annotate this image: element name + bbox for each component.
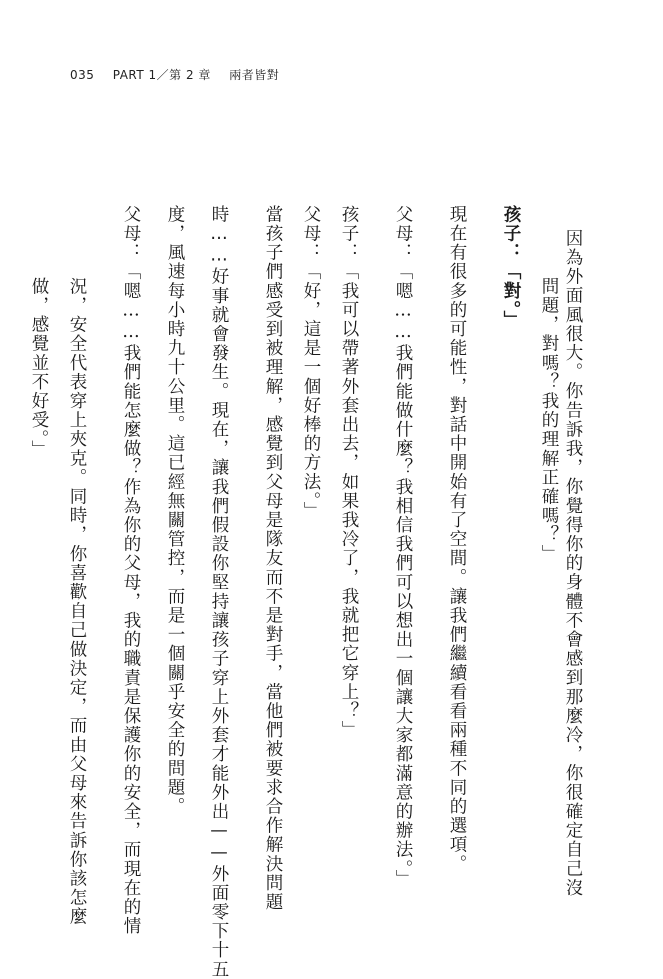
- text-column-2: 問題，對嗎？我的理解正確嗎？」: [539, 277, 559, 564]
- page-number: 035: [70, 68, 95, 82]
- dialogue-parent-3-line-1: 父母：「嗯……我們能怎麼做？作為你的父母，我的職責是保護你的安全，而現在的情: [121, 205, 141, 936]
- dialogue-child-2: 孩子：「我可以帶著外套出去，如果我冷了，我就把它穿上？」: [339, 205, 359, 740]
- dialogue-parent-2: 父母：「好，這是一個好棒的方法。」: [301, 205, 321, 521]
- text-column-1: 因為外面風很大。你告訴我，你覺得你的身體不會感到那麼冷，你很確定自己沒: [563, 229, 583, 898]
- vertical-text-body: [13, 205, 585, 979]
- narrative-paragraph-2-line-2: 時……好事就會發生。現在，讓我們假設你堅持讓孩子穿上外套才能外出——外面零下十五: [209, 205, 229, 979]
- dialogue-parent-3-line-3: 做，感覺並不好受。」: [29, 277, 49, 460]
- chapter-title: 兩者皆對: [229, 68, 280, 82]
- part-chapter-label: PART 1／第 2 章: [112, 68, 211, 82]
- dialogue-parent-1: 父母：「嗯……我們能做什麼？我相信我們可以想出一個讓大家都滿意的辦法。」: [393, 205, 413, 889]
- running-header: [70, 66, 293, 83]
- narrative-paragraph-2-line-1: 當孩子們感受到被理解，感覺到父母是隊友而不是對手，當他們被要求合作解決問題: [263, 205, 283, 912]
- dialogue-parent-3-line-2: 況，安全代表穿上夾克。同時，你喜歡自己做決定，而由父母來告訴你該怎麼: [67, 277, 87, 927]
- dialogue-child-1: 孩子：「對。」: [501, 205, 521, 330]
- narrative-paragraph-1: 現在有很多的可能性，對話中開始有了空間。讓我們繼續看看兩種不同的選項。: [447, 205, 467, 874]
- narrative-paragraph-2-line-3: 度，風速每小時九十公里。這已經無關管控，而是一個關乎安全的問題。: [165, 205, 185, 817]
